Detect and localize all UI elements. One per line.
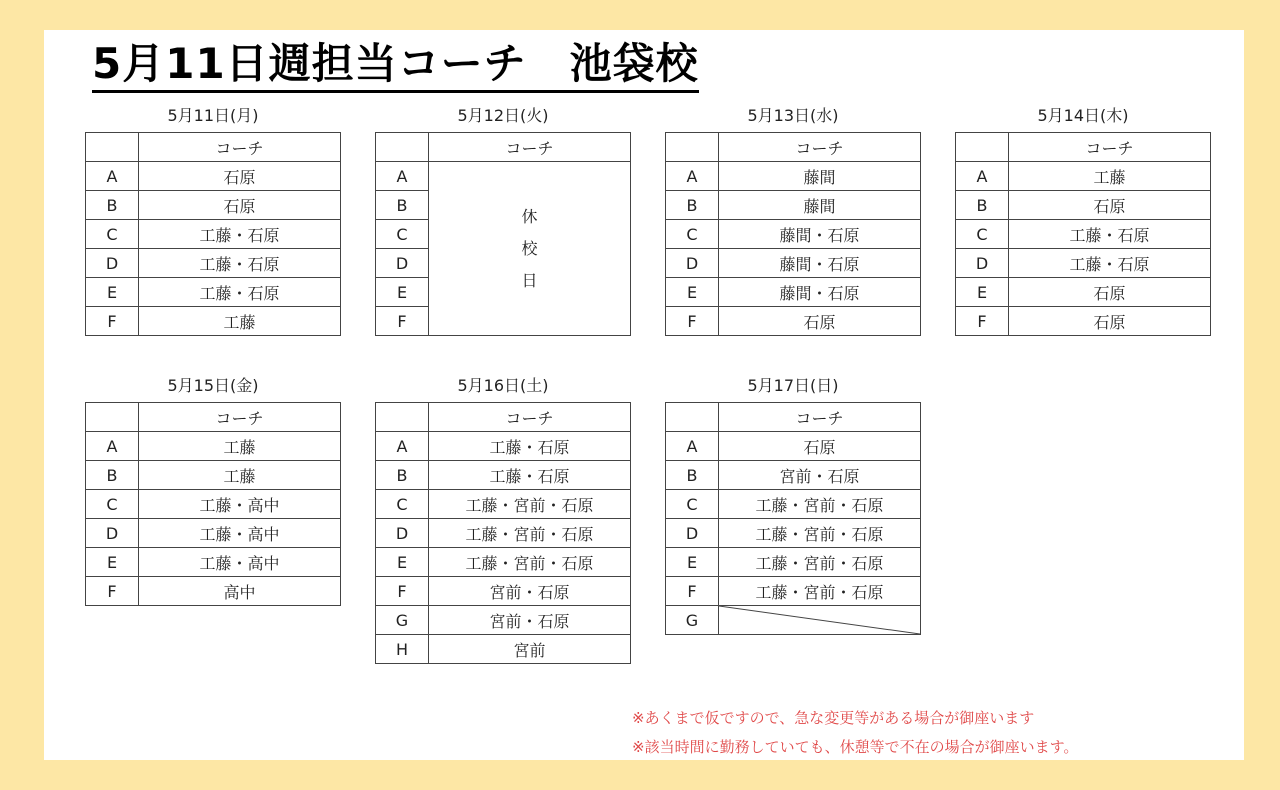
coach-cell: 工藤 — [1009, 162, 1211, 191]
header-coach-cell: コーチ — [429, 403, 631, 432]
slot-cell: D — [376, 249, 429, 278]
slot-cell: E — [86, 278, 139, 307]
table-row — [86, 548, 341, 577]
coach-cell: 工藤・宮前・石原 — [429, 490, 631, 519]
header-empty-cell — [666, 403, 719, 432]
table-row — [956, 220, 1211, 249]
slot-cell: A — [956, 162, 1009, 191]
slot-cell: F — [666, 307, 719, 336]
table-row — [956, 191, 1211, 220]
table-row — [666, 307, 921, 336]
schedule-table — [955, 132, 1211, 336]
slot-cell: D — [86, 519, 139, 548]
day-schedule — [665, 376, 921, 635]
day-date-label: 5月13日(水) — [747, 106, 839, 125]
schedule-table — [85, 132, 341, 336]
slot-cell: A — [376, 162, 429, 191]
header-coach-cell: コーチ — [719, 403, 921, 432]
day-schedule — [955, 106, 1211, 336]
header-empty-cell — [86, 133, 139, 162]
table-row — [666, 519, 921, 548]
slot-cell: B — [666, 191, 719, 220]
header-empty-cell — [376, 403, 429, 432]
slot-cell: F — [956, 307, 1009, 336]
table-row — [666, 548, 921, 577]
header-empty-cell — [376, 133, 429, 162]
table-row — [86, 191, 341, 220]
table-row — [86, 162, 341, 191]
coach-cell: 宮前・石原 — [719, 461, 921, 490]
coach-cell: 工藤 — [139, 432, 341, 461]
coach-cell: 工藤・宮前・石原 — [429, 548, 631, 577]
coach-cell: 藤間・石原 — [719, 220, 921, 249]
coach-cell: 工藤・高中 — [139, 548, 341, 577]
slot-cell: A — [86, 432, 139, 461]
schedule-table — [665, 132, 921, 336]
slot-cell: A — [86, 162, 139, 191]
coach-cell: 宮前・石原 — [429, 606, 631, 635]
notes — [632, 704, 1078, 762]
day-date-label: 5月16日(土) — [457, 376, 549, 395]
table-row — [86, 577, 341, 606]
slot-cell: B — [376, 191, 429, 220]
coach-cell: 藤間・石原 — [719, 278, 921, 307]
table-row — [666, 432, 921, 461]
header-row — [666, 133, 921, 162]
day-date-label: 5月15日(金) — [167, 376, 259, 395]
slot-cell: G — [666, 606, 719, 635]
slot-cell: F — [376, 307, 429, 336]
day-date-label: 5月11日(月) — [167, 106, 259, 125]
table-row — [376, 490, 631, 519]
coach-cell: 石原 — [1009, 278, 1211, 307]
closed-day-text: 休 校 日 — [521, 206, 538, 290]
slot-cell: E — [666, 548, 719, 577]
table-row — [376, 635, 631, 664]
slot-cell: D — [956, 249, 1009, 278]
table-row — [666, 191, 921, 220]
day-schedule — [665, 106, 921, 336]
slot-cell: A — [666, 432, 719, 461]
coach-cell: 工藤・石原 — [429, 432, 631, 461]
slot-cell: B — [956, 191, 1009, 220]
slot-cell: D — [666, 249, 719, 278]
coach-cell: 工藤・石原 — [429, 461, 631, 490]
table-row — [666, 162, 921, 191]
table-row — [956, 278, 1211, 307]
header-coach-cell: コーチ — [429, 133, 631, 162]
table-row — [956, 162, 1211, 191]
slot-cell: C — [86, 220, 139, 249]
slot-cell: C — [666, 490, 719, 519]
header-row — [956, 133, 1211, 162]
coach-cell: 石原 — [1009, 191, 1211, 220]
diagonal-line — [719, 606, 920, 634]
slot-cell: E — [956, 278, 1009, 307]
schedule-table — [375, 132, 631, 336]
slot-cell: G — [376, 606, 429, 635]
table-row — [86, 278, 341, 307]
coach-cell: 石原 — [139, 191, 341, 220]
coach-cell: 工藤・石原 — [139, 278, 341, 307]
slot-cell: F — [86, 577, 139, 606]
slot-cell: D — [666, 519, 719, 548]
closed-day-cell — [429, 162, 631, 336]
table-row — [86, 461, 341, 490]
header-row — [376, 133, 631, 162]
slot-cell: A — [666, 162, 719, 191]
table-row — [666, 278, 921, 307]
crossed-out-cell — [719, 606, 921, 635]
header-row — [86, 403, 341, 432]
table-row — [86, 249, 341, 278]
page-title: 5月11日週担当コーチ 池袋校 — [92, 40, 699, 93]
table-row — [666, 249, 921, 278]
coach-cell: 工藤・宮前・石原 — [719, 519, 921, 548]
coach-cell: 藤間 — [719, 162, 921, 191]
coach-cell: 石原 — [719, 432, 921, 461]
coach-cell: 工藤・宮前・石原 — [719, 577, 921, 606]
table-row — [86, 490, 341, 519]
table-row — [86, 220, 341, 249]
table-row — [666, 577, 921, 606]
coach-cell: 工藤・宮前・石原 — [429, 519, 631, 548]
table-row — [666, 490, 921, 519]
note-line: ※該当時間に勤務していても、休憩等で不在の場合が御座います。 — [632, 738, 1079, 756]
slot-cell: E — [86, 548, 139, 577]
slot-cell: E — [376, 548, 429, 577]
day-date-label: 5月17日(日) — [747, 376, 839, 395]
table-row — [86, 307, 341, 336]
coach-cell: 工藤・宮前・石原 — [719, 548, 921, 577]
coach-cell: 工藤・高中 — [139, 519, 341, 548]
coach-cell: 工藤 — [139, 461, 341, 490]
coach-cell: 石原 — [1009, 307, 1211, 336]
coach-cell: 工藤・石原 — [139, 249, 341, 278]
table-row — [376, 432, 631, 461]
coach-cell: 藤間 — [719, 191, 921, 220]
table-row — [86, 519, 341, 548]
header-empty-cell — [956, 133, 1009, 162]
coach-cell: 宮前 — [429, 635, 631, 664]
header-coach-cell: コーチ — [139, 403, 341, 432]
header-row — [86, 133, 341, 162]
day-schedule — [85, 376, 341, 606]
schedule-table — [375, 402, 631, 664]
slot-cell: D — [376, 519, 429, 548]
slot-cell: F — [86, 307, 139, 336]
slot-cell: C — [956, 220, 1009, 249]
slot-cell: F — [666, 577, 719, 606]
day-schedule — [85, 106, 341, 336]
day-date-label: 5月14日(木) — [1037, 106, 1129, 125]
slot-cell: F — [376, 577, 429, 606]
header-coach-cell: コーチ — [139, 133, 341, 162]
slot-cell: C — [666, 220, 719, 249]
schedule-table — [665, 402, 921, 635]
schedule-table — [85, 402, 341, 606]
table-row — [666, 606, 921, 635]
slot-cell: D — [86, 249, 139, 278]
table-row — [376, 461, 631, 490]
coach-cell: 工藤・宮前・石原 — [719, 490, 921, 519]
coach-cell: 石原 — [719, 307, 921, 336]
coach-cell: 石原 — [139, 162, 341, 191]
coach-cell: 藤間・石原 — [719, 249, 921, 278]
day-schedule — [375, 376, 631, 664]
slot-cell: B — [86, 191, 139, 220]
day-date-label: 5月12日(火) — [457, 106, 549, 125]
coach-cell: 工藤・石原 — [1009, 249, 1211, 278]
coach-cell: 高中 — [139, 577, 341, 606]
coach-cell: 工藤・石原 — [1009, 220, 1211, 249]
coach-cell: 宮前・石原 — [429, 577, 631, 606]
slot-cell: C — [86, 490, 139, 519]
table-row — [376, 577, 631, 606]
slot-cell: H — [376, 635, 429, 664]
table-row — [666, 461, 921, 490]
table-row — [86, 432, 341, 461]
slot-cell: C — [376, 490, 429, 519]
day-schedule — [375, 106, 631, 336]
header-row — [376, 403, 631, 432]
note-line: ※あくまで仮ですので、急な変更等がある場合が御座います — [632, 709, 1035, 727]
table-row — [956, 249, 1211, 278]
table-row — [376, 548, 631, 577]
slot-cell: E — [376, 278, 429, 307]
table-row — [956, 307, 1211, 336]
slot-cell: B — [666, 461, 719, 490]
table-row — [376, 519, 631, 548]
coach-cell: 工藤・高中 — [139, 490, 341, 519]
slot-cell: B — [86, 461, 139, 490]
slot-cell: E — [666, 278, 719, 307]
header-row — [666, 403, 921, 432]
header-empty-cell — [86, 403, 139, 432]
header-coach-cell: コーチ — [1009, 133, 1211, 162]
slot-cell: A — [376, 432, 429, 461]
slot-cell: B — [376, 461, 429, 490]
slot-cell: C — [376, 220, 429, 249]
table-row — [376, 606, 631, 635]
table-row — [376, 162, 631, 191]
coach-cell: 工藤・石原 — [139, 220, 341, 249]
coach-cell: 工藤 — [139, 307, 341, 336]
header-coach-cell: コーチ — [719, 133, 921, 162]
header-empty-cell — [666, 133, 719, 162]
table-row — [666, 220, 921, 249]
